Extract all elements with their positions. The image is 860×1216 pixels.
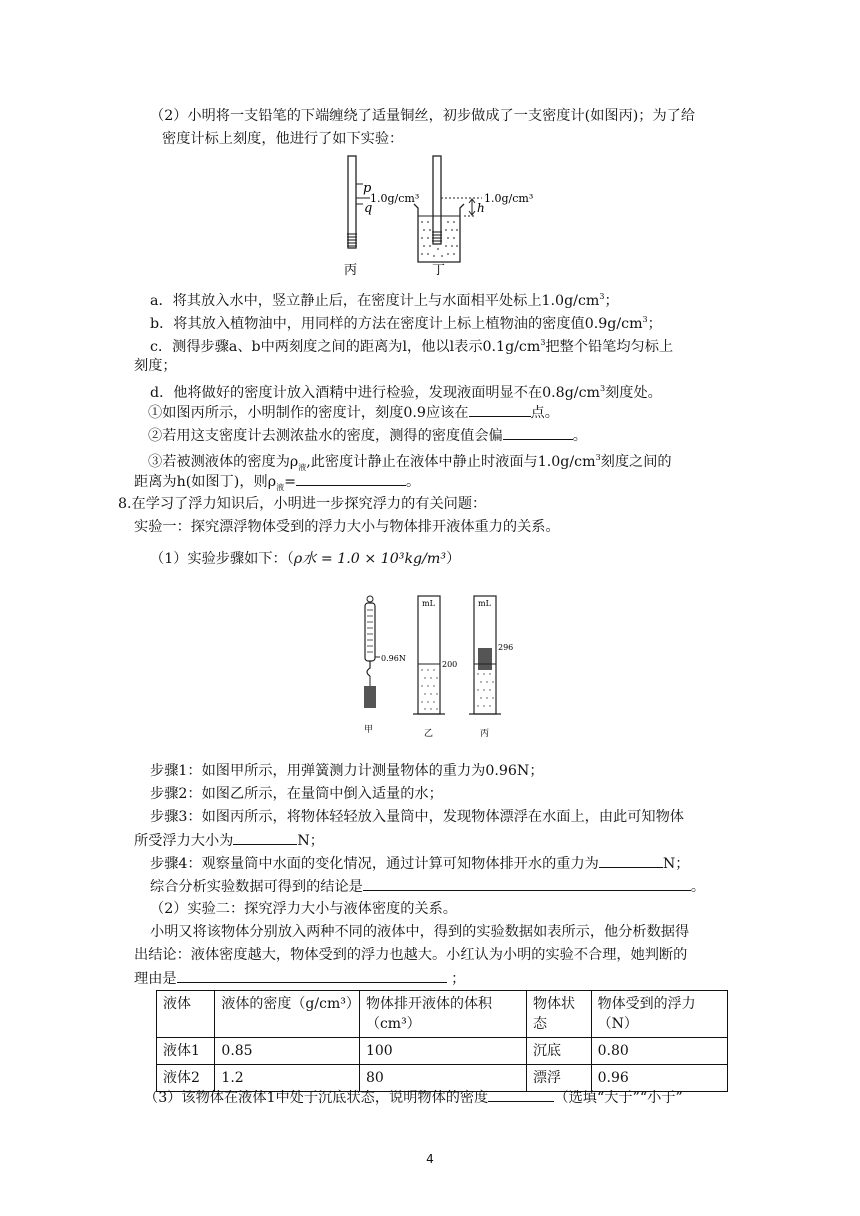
- conclusion: 综合分析实验数据可得到的结论是 。: [150, 876, 705, 897]
- water-density-formula: ρ水 = 1.0 × 10³kg/m³: [293, 551, 447, 567]
- answer-blank[interactable]: [503, 425, 573, 440]
- step3-cont: 所受浮力大小为 N；: [134, 830, 324, 851]
- fig-density-label: 1.0g/cm³: [370, 192, 420, 205]
- step3: 步骤3：如图丙所示，将物体轻轻放入量筒中，发现物体漂浮在水面上，由此可知物体: [150, 809, 684, 825]
- fig-force-label: 0.96N: [381, 654, 406, 663]
- q2-line1: （2）小明将一支铅笔的下端缠绕了适量铜丝，初步做成了一支密度计(如图丙)；为了给: [150, 108, 696, 124]
- step-d: d．他将做好的密度计放入酒精中进行检验，发现液面明显不在$0.8g/cm^3$刻度处。: [150, 384, 662, 401]
- page-number: 4: [426, 1152, 434, 1166]
- answer-blank[interactable]: [363, 876, 691, 891]
- table-cell: 液体1: [157, 1038, 215, 1065]
- q2-line2: 密度计标上刻度，他进行了如下实验：: [162, 131, 404, 147]
- step-c: c．测得步骤a、b中两刻度之间的距离为l，他以l表示$0.1g/cm^3$把整个铅笔均匀标上: [150, 338, 674, 355]
- fig-h-label: h: [477, 201, 485, 215]
- answer-blank[interactable]: [177, 968, 447, 983]
- table-cell: 液体2: [157, 1065, 215, 1092]
- fig-bing-label-2: 丙: [480, 729, 490, 739]
- fig-bing-label: 丙: [344, 263, 358, 278]
- table-cell: 0.85: [215, 1038, 360, 1065]
- exp2-title: （2）实验二：探究浮力大小与液体密度的关系。: [150, 901, 457, 917]
- answer-blank[interactable]: [296, 471, 406, 486]
- answer-blank[interactable]: [599, 853, 663, 868]
- fig-label-q: q: [364, 201, 373, 216]
- table-cell: 100: [359, 1038, 526, 1065]
- question-1: ①如图丙所示，小明制作的密度计，刻度0.9应该在 点。: [148, 402, 559, 423]
- fig-296-label: 296: [498, 643, 514, 652]
- table-header-cell: 物体受到的浮力（N）: [591, 991, 727, 1038]
- step1: 步骤1：如图甲所示，用弹簧测力计测量物体的重力为0.96N；: [150, 763, 544, 779]
- exp2-para-1: 小明又将该物体分别放入两种不同的液体中，得到的实验数据如表所示，他分析数据得: [150, 924, 690, 940]
- answer-blank[interactable]: [469, 402, 531, 417]
- step-b: b．将其放入植物油中，用同样的方法在密度计上标上植物油的密度值$0.9g/cm^3$；: [150, 315, 662, 332]
- exp2-para-2: 出结论：液体密度越大，物体受到的浮力也越大。小红认为小明的实验不合理，她判断的: [134, 947, 688, 963]
- fig-ding-label: 丁: [432, 263, 446, 278]
- data-table: [156, 990, 728, 1092]
- exp1-title: 实验一：探究漂浮物体受到的浮力大小与物体排开液体重力的关系。: [134, 519, 560, 535]
- part3: （3）该物体在液体1中处于沉底状态，说明物体的密度 （选填“大于”“小于”: [144, 1087, 683, 1108]
- table-header-row: [157, 991, 728, 1038]
- step-c-cont: 刻度；: [134, 358, 177, 374]
- steps-title: （1）实验步骤如下：（ρ水 = 1.0 × 10³kg/m³）: [150, 551, 461, 567]
- table-header-cell: 液体: [157, 991, 215, 1038]
- question-3-cont: 距离为h(如图丁)，则$\rho_液=$ 。: [134, 471, 420, 498]
- question-3: ③若被测液体的密度为$\rho_液$,此密度计静止在液体中静止时液面与$1.0g/cm^3$刻度之间的: [148, 453, 672, 472]
- fig-ml-label-2: mL: [478, 599, 491, 608]
- experiment-figure: [356, 594, 526, 742]
- step4: 步骤4：观察量筒中水面的变化情况，通过计算可知物体排开水的重力为 N；: [150, 853, 689, 874]
- step2: 步骤2：如图乙所示，在量筒中倒入适量的水；: [150, 786, 443, 802]
- step-a: a．将其放入水中，竖立静止后，在密度计上与水面相平处标上$1.0g/cm^3$；: [150, 292, 619, 309]
- table-cell: 沉底: [527, 1038, 592, 1065]
- table-header-cell: 物体排开液体的体积（cm³）: [359, 991, 526, 1038]
- fig-label-p: p: [363, 181, 372, 196]
- fig-ml-label-1: mL: [422, 599, 435, 608]
- fig-jia-label: 甲: [364, 725, 374, 735]
- fig-yi-label: 乙: [424, 729, 434, 739]
- fig-density-label-2: 1.0g/cm³: [484, 192, 534, 205]
- table-header-cell: 物体状态: [527, 991, 592, 1038]
- fig-200-label: 200: [442, 660, 458, 669]
- q8-title: 8.在学习了浮力知识后，小明进一步探究浮力的有关问题：: [118, 496, 487, 512]
- table-cell: 80: [359, 1065, 526, 1092]
- table-cell: 0.80: [591, 1038, 727, 1065]
- density-meter-figure: [330, 152, 560, 282]
- table-cell: 1.2: [215, 1065, 360, 1092]
- table-row: [157, 1038, 728, 1065]
- answer-blank[interactable]: [233, 830, 297, 845]
- exp2-para-3: 理由是 ；: [134, 968, 465, 989]
- table-header-cell: 液体的密度（g/cm³）: [215, 991, 360, 1038]
- answer-blank[interactable]: [488, 1087, 554, 1102]
- table-cell: 漂浮: [527, 1065, 592, 1092]
- question-2: ②若用这支密度计去测浓盐水的密度，测得的密度值会偏 。: [148, 425, 587, 446]
- table-cell: 0.96: [591, 1065, 727, 1092]
